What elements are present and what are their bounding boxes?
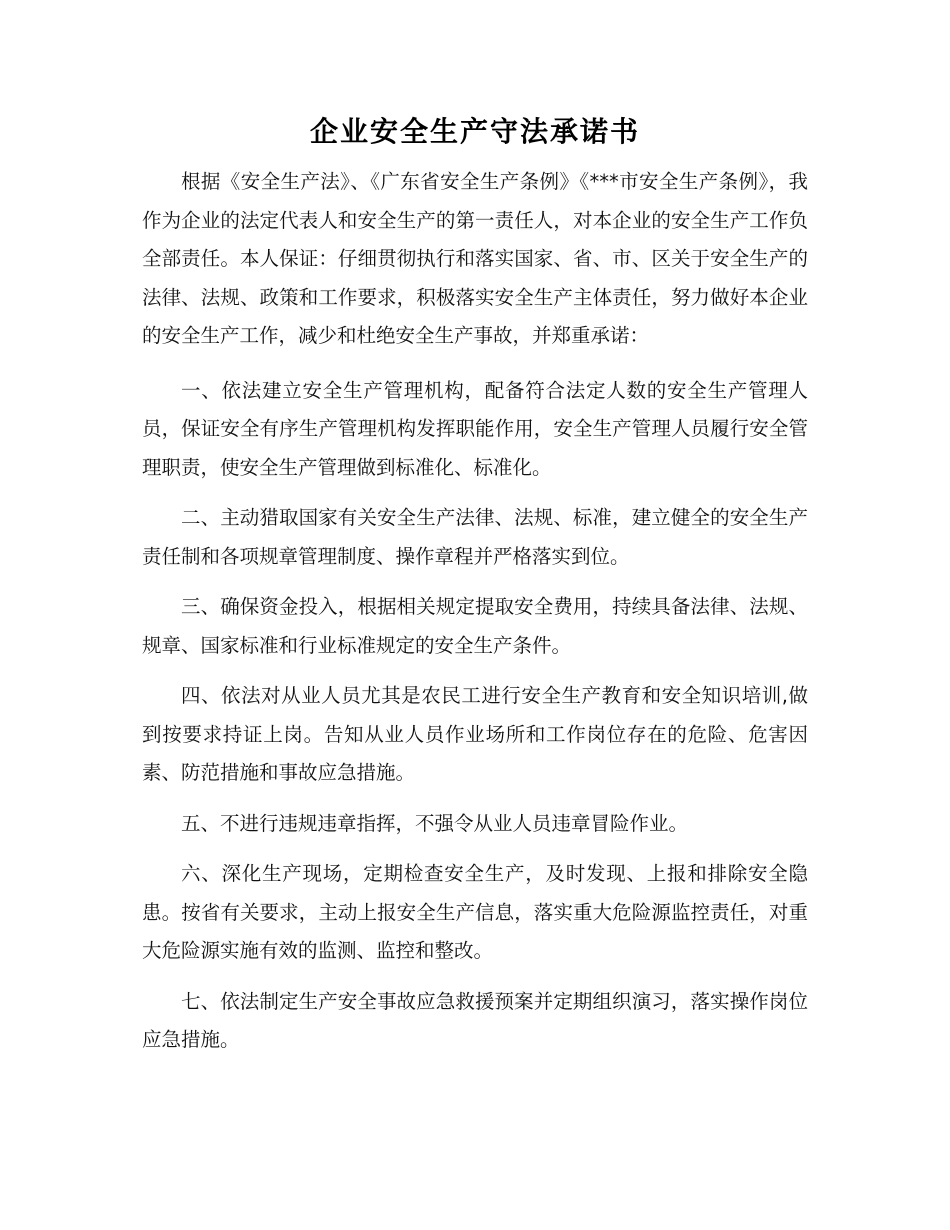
- document-title: 企业安全生产守法承诺书: [309, 115, 640, 148]
- commitment-paragraph-7: 七、依法制定生产安全事故应急救援预案并定期组织演习，落实操作岗位应急措施。: [142, 989, 808, 1051]
- commitment-paragraph-5: 五、不进行违规违章指挥，不强令从业人员违章冒险作业。: [181, 811, 689, 835]
- intro-paragraph: 根据《安全生产法》、《广东省安全生产条例》《***市安全生产条例》，我作为企业的法定代表人和安全生产的第一责任人，对本企业的安全生产工作负全部责任。本人保证：仔细贯彻执行和落实国家、省、市、区关于安全生产的法律、法规、政策和工作要求，积极落实安全生产主体责任，努力做好本企业的安全生产工作，减少和杜绝安全生产事故，并郑重承诺：: [142, 170, 808, 347]
- commitment-paragraph-6: 六、深化生产现场，定期检查安全生产，及时发现、上报和排除安全隐患。按省有关要求，主动上报安全生产信息，落实重大危险源监控责任，对重大危险源实施有效的监测、监控和整改。: [142, 862, 808, 962]
- commitment-paragraph-3: 三、确保资金投入，根据相关规定提取安全费用，持续具备法律、法规、规章、国家标准和行业标准规定的安全生产条件。: [142, 595, 808, 657]
- commitment-paragraph-2: 二、主动猎取国家有关安全生产法律、法规、标准，建立健全的安全生产责任制和各项规章管理制度、操作章程并严格落实到位。: [142, 506, 808, 568]
- document-body: [142, 163, 808, 1072]
- commitment-paragraph-1: 一、依法建立安全生产管理机构，配备符合法定人数的安全生产管理人员，保证安全有序生产管理机构发挥职能作用，安全生产管理人员履行安全管理职责，使安全生产管理做到标准化、标准化。: [142, 378, 808, 479]
- commitment-paragraph-4: 四、依法对从业人员尤其是农民工进行安全生产教育和安全知识培训,做到按要求持证上岗。告知从业人员作业场所和工作岗位存在的危险、危害因素、防范措施和事故应急措施。: [142, 684, 808, 784]
